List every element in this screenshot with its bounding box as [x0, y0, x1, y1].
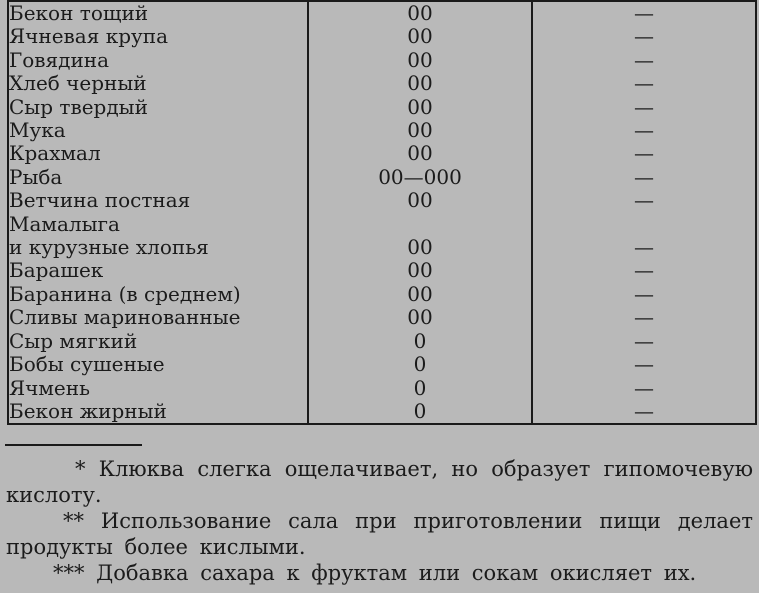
table-row: [8, 236, 756, 259]
value-cell: 0: [308, 330, 532, 353]
note-cell: —: [634, 119, 654, 143]
food-name-cell: Хлеб черный: [9, 72, 147, 96]
table-row: [8, 166, 756, 189]
table-row: [8, 377, 756, 400]
food-table-wrap: [7, 0, 753, 425]
food-name-cell: и курузные хлопья: [9, 236, 209, 260]
food-name-cell: Бобы сушеные: [9, 353, 165, 377]
value-cell: 0: [308, 353, 532, 376]
note-cell: —: [634, 306, 654, 330]
note-cell: —: [634, 236, 654, 260]
footnote-line: *** Добавка сахара к фруктам или сокам окисляет их.: [53, 561, 697, 585]
table-row: [8, 142, 756, 165]
value-cell: 00: [308, 306, 532, 329]
food-name-cell: Баранина (в среднем): [9, 282, 241, 306]
table-row: [8, 119, 756, 142]
food-name-cell: Бекон тощий: [9, 1, 149, 25]
table-row: [8, 49, 756, 72]
note-cell: —: [634, 142, 654, 166]
table-row: [8, 96, 756, 119]
table-row: [8, 306, 756, 329]
footnotes: [0, 456, 759, 586]
food-table-body: [8, 1, 756, 424]
table-row: [8, 283, 756, 306]
note-cell: —: [634, 25, 654, 49]
food-name-cell: Ветчина постная: [9, 189, 191, 213]
food-name-cell: Рыба: [9, 165, 63, 189]
footnote-line: кислоту.: [6, 483, 102, 507]
table-row: [8, 25, 756, 48]
value-cell: 00: [308, 259, 532, 282]
value-cell: 0: [308, 377, 532, 400]
note-cell: —: [634, 48, 654, 72]
food-name-cell: Крахмал: [9, 142, 101, 166]
note-cell: —: [634, 165, 654, 189]
table-row: [8, 189, 756, 212]
food-name-cell: Бекон жирный: [9, 399, 167, 423]
value-cell: 00: [308, 1, 532, 25]
value-cell: 0: [308, 400, 532, 424]
table-row: [8, 213, 756, 236]
value-cell: 00: [308, 236, 532, 259]
food-name-cell: Ячмень: [9, 376, 90, 400]
value-cell: 00: [308, 49, 532, 72]
food-acidity-table: [7, 0, 757, 425]
table-row: [8, 1, 756, 25]
note-cell: —: [634, 329, 654, 353]
note-cell: —: [634, 353, 654, 377]
note-cell: —: [634, 1, 654, 25]
value-cell: 00: [308, 119, 532, 142]
note-cell: —: [634, 95, 654, 119]
table-row: [8, 259, 756, 282]
footnote-line: * Клюква слегка ощелачивает, но образует гипомочевую: [75, 457, 753, 481]
food-name-cell: Барашек: [9, 259, 104, 283]
value-cell: 00: [308, 283, 532, 306]
table-row: [8, 72, 756, 95]
value-cell: 00: [308, 142, 532, 165]
note-cell: —: [634, 189, 654, 213]
note-cell: —: [634, 72, 654, 96]
footnote-separator-rule: [5, 444, 142, 446]
value-cell: 00: [308, 72, 532, 95]
note-cell: —: [634, 376, 654, 400]
food-name-cell: Сыр твердый: [9, 95, 148, 119]
value-cell: 00: [308, 25, 532, 48]
value-cell: 00: [308, 189, 532, 212]
value-cell: 00: [308, 96, 532, 119]
value-cell: 00—000: [308, 166, 532, 189]
table-row: [8, 330, 756, 353]
food-name-cell: Ячневая крупа: [9, 25, 169, 49]
note-cell: [532, 213, 756, 236]
table-row: [8, 400, 756, 424]
footnote-line: продукты более кислыми.: [6, 535, 306, 559]
footnote-line: ** Использование сала при приготовлении пищи делает: [63, 509, 753, 533]
note-cell: —: [634, 259, 654, 283]
food-name-cell: Сливы маринованные: [9, 306, 241, 330]
note-cell: —: [634, 282, 654, 306]
food-name-cell: Мамалыга: [9, 212, 120, 236]
note-cell: —: [634, 399, 654, 423]
table-row: [8, 353, 756, 376]
food-name-cell: Говядина: [9, 48, 110, 72]
value-cell: [308, 213, 532, 236]
food-name-cell: Мука: [9, 119, 66, 143]
food-name-cell: Сыр мягкий: [9, 329, 138, 353]
